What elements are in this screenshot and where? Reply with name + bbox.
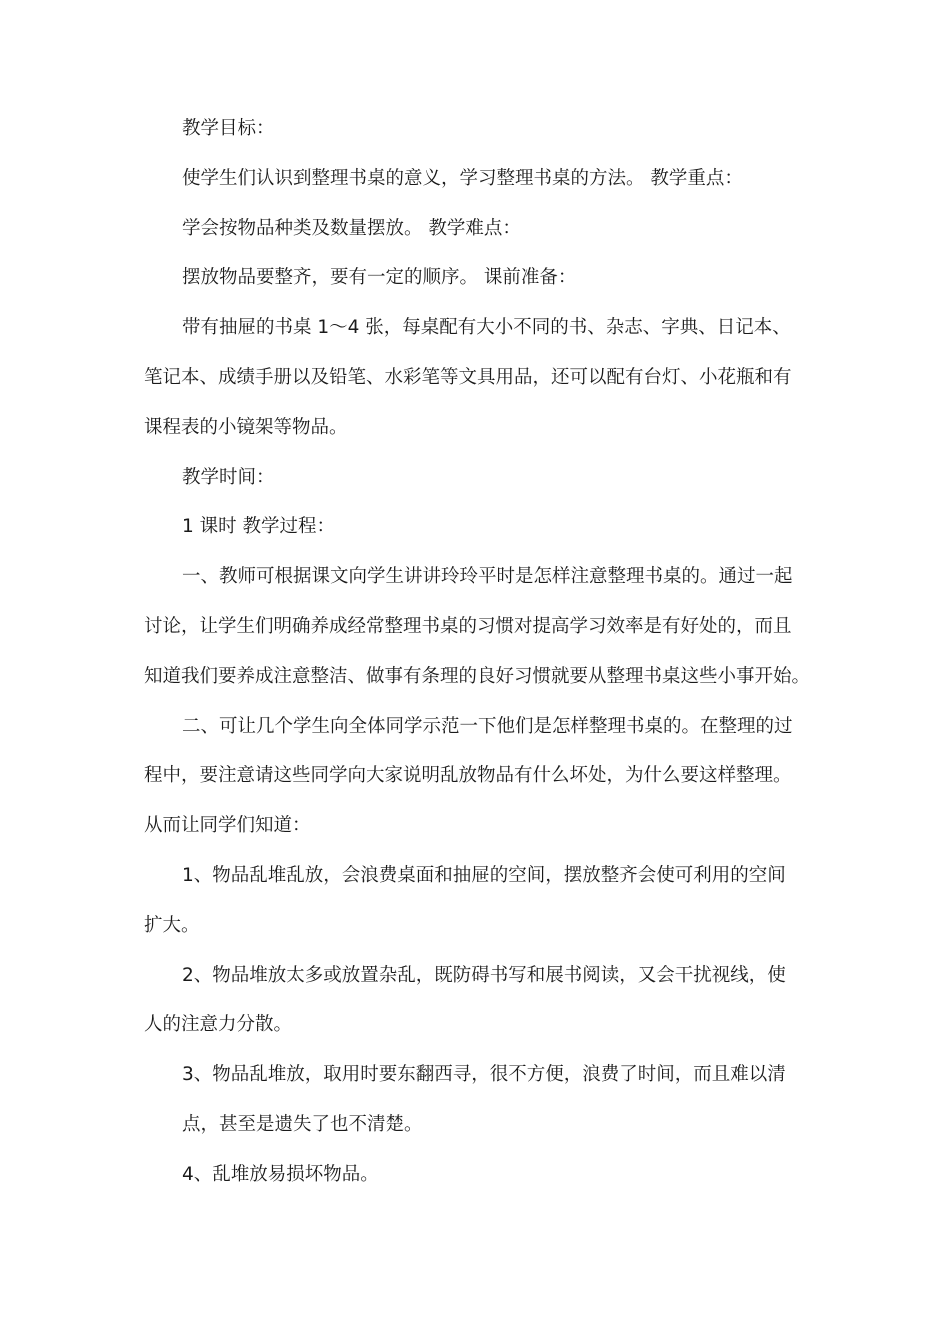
list-item-1-line-2: 扩大。 (144, 914, 200, 936)
list-item-2-line-1: 2、物品堆放太多或放置杂乱，既防碍书写和展书阅读，又会干扰视线，使 (182, 964, 786, 986)
list-item-2-line-2: 人的注意力分散。 (144, 1014, 293, 1036)
paragraph-preparation-line-2: 笔记本、成绩手册以及铅笔、水彩笔等文具用品，还可以配有台灯、小花瓶和有 (144, 366, 792, 388)
paragraph-step-2-line-1: 二、可让几个学生向全体同学示范一下他们是怎样整理书桌的。在整理的过 (182, 715, 793, 737)
paragraph-step-1-line-3: 知道我们要养成注意整洁、做事有条理的良好习惯就要从整理书桌这些小事开始。 (144, 665, 811, 687)
paragraph-goals-and-focus: 使学生们认识到整理书桌的意义，学习整理书桌的方法。 教学重点： (182, 167, 743, 189)
list-item-4: 4、乱堆放易损坏物品。 (182, 1163, 379, 1185)
paragraph-step-2-line-2: 程中，要注意请这些同学向大家说明乱放物品有什么坏处，为什么要这样整理。 (144, 765, 792, 787)
paragraph-preparation-line-3: 课程表的小镜架等物品。 (144, 416, 348, 438)
heading-teaching-time: 教学时间： (182, 466, 275, 488)
paragraph-preparation-line-1: 带有抽屉的书桌 1～4 张，每桌配有大小不同的书、杂志、字典、日记本、 (182, 317, 791, 339)
list-item-1-line-1: 1、物品乱堆乱放，会浪费桌面和抽屉的空间，摆放整齐会使可利用的空间 (182, 864, 786, 886)
paragraph-step-2-line-3: 从而让同学们知道： (144, 815, 311, 837)
paragraph-difficulty-and-preparation: 摆放物品要整齐，要有一定的顺序。 课前准备： (182, 267, 577, 289)
heading-teaching-goals: 教学目标： (182, 118, 275, 139)
list-item-3-line-1: 3、物品乱堆放，取用时要东翻西寻，很不方便，浪费了时间，而且难以清 (182, 1064, 786, 1086)
document-body (144, 104, 820, 1200)
paragraph-focus-and-difficulty: 学会按物品种类及数量摆放。 教学难点： (182, 217, 521, 239)
paragraph-time-and-process: 1 课时 教学过程： (182, 516, 336, 538)
list-item-3-line-2: 点，甚至是遗失了也不清楚。 (182, 1113, 423, 1135)
paragraph-step-1-line-2: 讨论，让学生们明确养成经常整理书桌的习惯对提高学习效率是有好处的，而且 (144, 615, 792, 637)
paragraph-step-1-line-1: 一、教师可根据课文向学生讲讲玲玲平时是怎样注意整理书桌的。通过一起 (182, 566, 793, 588)
